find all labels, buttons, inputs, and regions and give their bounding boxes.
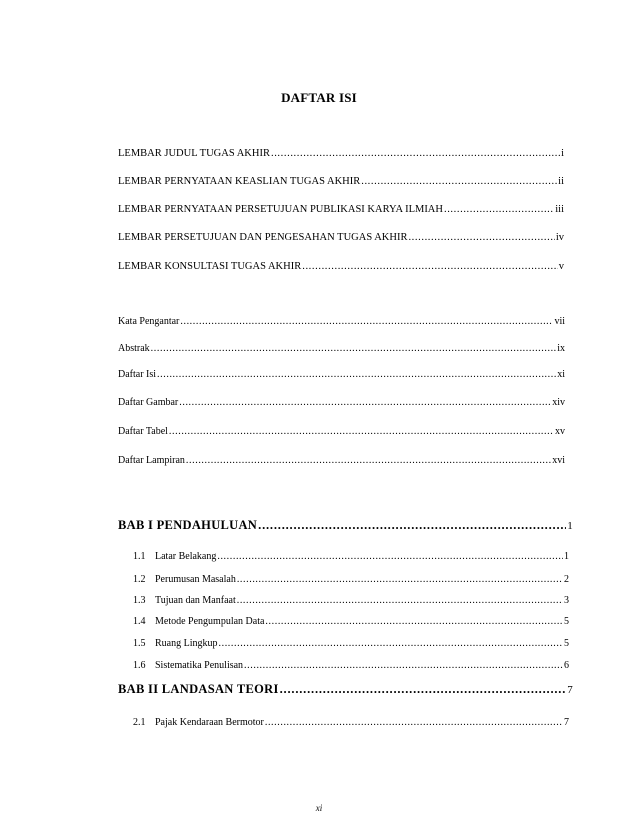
section-label: Latar Belakang [155,551,217,562]
section-label: Ruang Lingkup [155,638,218,649]
toc-entry-label: Kata Pengantar [118,316,180,327]
dot-leader [157,369,556,380]
toc-section-2-1[interactable] [133,717,569,728]
toc-entry-label: Daftar Gambar [118,397,179,408]
toc-entry-label: LEMBAR PERNYATAAN KEASLIAN TUGAS AKHIR [118,176,361,187]
toc-chapter-bab-i[interactable] [118,518,573,533]
toc-entry-label: LEMBAR PERSETUJUAN DAN PENGESAHAN TUGAS AKHIR [118,232,408,243]
dot-leader [280,682,567,697]
dot-leader [361,176,557,187]
toc-entry-lembar-judul[interactable] [118,148,564,159]
toc-page-number: 1 [564,551,569,562]
toc-page-number: xvi [552,455,565,466]
dot-leader [186,455,551,466]
section-label: Tujuan dan Manfaat [155,595,236,606]
toc-section-1-2[interactable] [133,574,569,585]
toc-entry-label: LEMBAR KONSULTASI TUGAS AKHIR [118,261,302,272]
chapter-label: BAB I PENDAHULUAN [118,518,258,532]
section-label: Pajak Kendaraan Bermotor [155,717,264,728]
toc-entry-abstrak[interactable] [118,343,565,354]
toc-entry-label: Daftar Lampiran [118,455,185,466]
section-number: 1.6 [133,660,146,671]
section-number: 1.3 [133,595,146,606]
toc-entry-pernyataan-keaslian[interactable] [118,176,564,187]
toc-page-number: i [561,148,564,159]
page-footer-number: xi [315,803,323,813]
toc-page-number: 5 [564,616,569,627]
dot-leader [302,261,558,272]
toc-section-1-1[interactable] [133,551,569,562]
toc-section-1-6[interactable] [133,660,569,671]
section-label: Perumusan Masalah [155,574,236,585]
toc-page-number: ix [557,343,565,354]
dot-leader [444,204,554,215]
toc-entry-label: Daftar Tabel [118,426,168,437]
section-number: 1.5 [133,638,146,649]
dot-leader [237,574,563,585]
toc-page-number: 5 [564,638,569,649]
toc-page-number: xi [557,369,565,380]
dot-leader [271,148,560,159]
toc-entry-label: LEMBAR JUDUL TUGAS AKHIR [118,148,270,159]
section-number: 1.1 [133,551,146,562]
section-number: 2.1 [133,717,146,728]
toc-page-number: 1 [567,520,573,532]
dot-leader [265,717,563,728]
toc-entry-label: LEMBAR PERNYATAAN PERSETUJUAN PUBLIKASI KARYA ILMIAH [118,204,443,215]
toc-page-number: 3 [564,595,569,606]
section-number: 1.4 [133,616,146,627]
toc-entry-konsultasi[interactable] [118,261,564,272]
toc-page-number: xiv [552,397,565,408]
toc-page-number: iv [555,232,564,243]
toc-page-number: 7 [564,717,569,728]
toc-page-number: iii [555,204,564,215]
toc-page-number: ii [558,176,564,187]
dot-leader [151,343,557,354]
dot-leader [217,551,563,562]
toc-section-1-3[interactable] [133,595,569,606]
dot-leader [265,616,563,627]
dot-leader [408,232,554,243]
dot-leader [244,660,563,671]
dot-leader [219,638,564,649]
toc-entry-daftar-lampiran[interactable] [118,455,565,466]
section-label: Metode Pengumpulan Data [155,616,265,627]
toc-chapter-bab-ii[interactable] [118,682,573,697]
toc-entry-daftar-gambar[interactable] [118,397,565,408]
toc-entry-persetujuan-publikasi[interactable] [118,204,564,215]
dot-leader [258,518,566,533]
toc-page-number: 6 [564,660,569,671]
toc-entry-label: Daftar Isi [118,369,157,380]
toc-page-number: xv [555,426,565,437]
toc-entry-daftar-isi[interactable] [118,369,565,380]
toc-entry-kata-pengantar[interactable] [118,316,565,327]
toc-entry-persetujuan-pengesahan[interactable] [118,232,564,243]
section-number: 1.2 [133,574,146,585]
section-label: Sistematika Penulisan [155,660,244,671]
dot-leader [179,397,551,408]
toc-page-number: 2 [564,574,569,585]
toc-page-number: vii [554,316,565,327]
dot-leader [180,316,553,327]
toc-entry-daftar-tabel[interactable] [118,426,565,437]
page-title: DAFTAR ISI [281,90,357,105]
toc-page-number: 7 [567,684,573,696]
toc-page-number: v [558,261,564,272]
toc-section-1-5[interactable] [133,638,569,649]
dot-leader [169,426,554,437]
dot-leader [237,595,563,606]
toc-entry-label: Abstrak [118,343,150,354]
toc-section-1-4[interactable] [133,616,569,627]
chapter-label: BAB II LANDASAN TEORI [118,682,279,696]
